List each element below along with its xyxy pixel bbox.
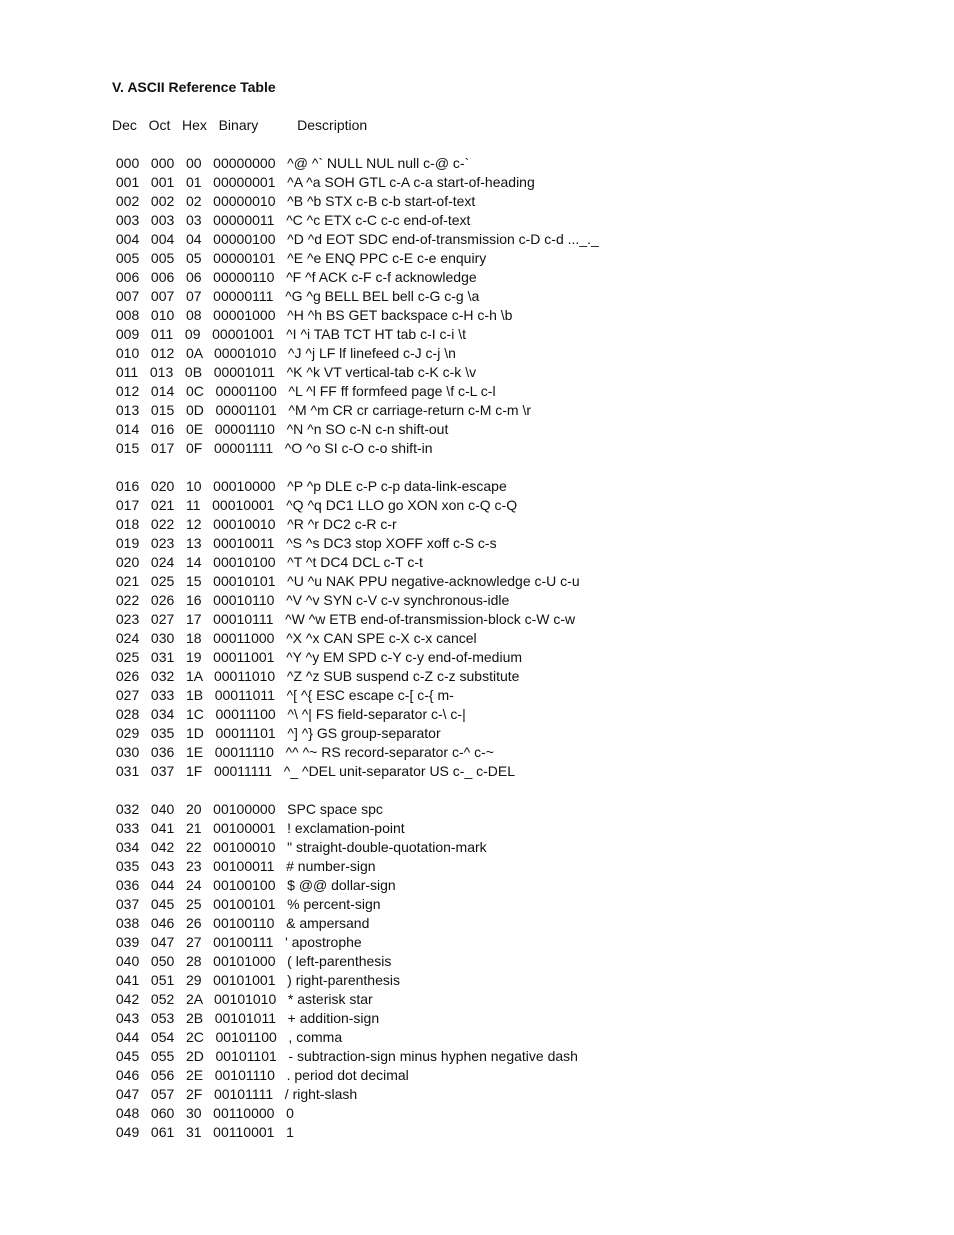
ascii-table: [112, 154, 932, 1142]
table-group: [112, 477, 932, 781]
table-row: 035 043 23 00100011 # number-sign: [112, 858, 376, 874]
table-row: 004 004 04 00000100 ^D ^d EOT SDC end-of-transmission c-D c-d ..._._: [112, 231, 599, 247]
table-row: 015 017 0F 00001111 ^O ^o SI c-O c-o shift-in: [112, 440, 433, 456]
table-row: 008 010 08 00001000 ^H ^h BS GET backspace c-H c-h \b: [112, 307, 513, 323]
table-row: 046 056 2E 00101110 . period dot decimal: [112, 1067, 409, 1083]
table-row: 011 013 0B 00001011 ^K ^k VT vertical-tab c-K c-k \v: [112, 364, 477, 380]
table-row: 024 030 18 00011000 ^X ^x CAN SPE c-X c-x cancel: [112, 630, 477, 646]
table-row: 014 016 0E 00001110 ^N ^n SO c-N c-n shift-out: [112, 421, 449, 437]
table-row: 029 035 1D 00011101 ^] ^} GS group-separator: [112, 725, 441, 741]
table-row: 001 001 01 00000001 ^A ^a SOH GTL c-A c-a start-of-heading: [112, 174, 535, 190]
table-row: 018 022 12 00010010 ^R ^r DC2 c-R c-r: [112, 516, 397, 532]
table-row: 012 014 0C 00001100 ^L ^l FF ff formfeed page \f c-L c-l: [112, 383, 496, 399]
table-row: 010 012 0A 00001010 ^J ^j LF lf linefeed c-J c-j \n: [112, 345, 456, 361]
table-row: 002 002 02 00000010 ^B ^b STX c-B c-b start-of-text: [112, 193, 476, 209]
section-title: V. ASCII Reference Table: [112, 79, 276, 95]
table-row: 023 027 17 00010111 ^W ^w ETB end-of-transmission-block c-W c-w: [112, 611, 576, 627]
table-row: 049 061 31 00110001 1: [112, 1124, 294, 1140]
table-row: 047 057 2F 00101111 / right-slash: [112, 1086, 358, 1102]
table-row: 039 047 27 00100111 ' apostrophe: [112, 934, 362, 950]
table-row: 048 060 30 00110000 0: [112, 1105, 294, 1121]
table-row: 016 020 10 00010000 ^P ^p DLE c-P c-p data-link-escape: [112, 478, 507, 494]
document-page: [112, 78, 932, 1142]
table-row: 041 051 29 00101001 ) right-parenthesis: [112, 972, 400, 988]
table-row: 036 044 24 00100100 $ @@ dollar-sign: [112, 877, 396, 893]
table-row: 040 050 28 00101000 ( left-parenthesis: [112, 953, 392, 969]
table-row: 025 031 19 00011001 ^Y ^y EM SPD c-Y c-y end-of-medium: [112, 649, 523, 665]
table-row: 022 026 16 00010110 ^V ^v SYN c-V c-v synchronous-idle: [112, 592, 510, 608]
table-row: 013 015 0D 00001101 ^M ^m CR cr carriage-return c-M c-m \r: [112, 402, 532, 418]
table-row: 043 053 2B 00101011 + addition-sign: [112, 1010, 380, 1026]
table-row: 042 052 2A 00101010 * asterisk star: [112, 991, 373, 1007]
table-row: 033 041 21 00100001 ! exclamation-point: [112, 820, 405, 836]
table-header: Dec Oct Hex Binary Description: [112, 117, 368, 133]
table-row: 017 021 11 00010001 ^Q ^q DC1 LLO go XON xon c-Q c-Q: [112, 497, 518, 513]
table-row: 009 011 09 00001001 ^I ^i TAB TCT HT tab c-I c-i \t: [112, 326, 466, 342]
table-row: 034 042 22 00100010 " straight-double-quotation-mark: [112, 839, 487, 855]
table-row: 038 046 26 00100110 & ampersand: [112, 915, 370, 931]
table-group: [112, 154, 932, 458]
table-row: 019 023 13 00010011 ^S ^s DC3 stop XOFF xoff c-S c-s: [112, 535, 497, 551]
table-row: 000 000 00 00000000 ^@ ^` NULL NUL null c-@ c-`: [112, 155, 470, 171]
table-row: 028 034 1C 00011100 ^\ ^| FS field-separator c-\ c-|: [112, 706, 466, 722]
table-row: 037 045 25 00100101 % percent-sign: [112, 896, 381, 912]
table-group: [112, 800, 932, 1142]
table-row: 005 005 05 00000101 ^E ^e ENQ PPC c-E c-e enquiry: [112, 250, 487, 266]
table-row: 021 025 15 00010101 ^U ^u NAK PPU negative-acknowledge c-U c-u: [112, 573, 580, 589]
table-row: 044 054 2C 00101100 , comma: [112, 1029, 343, 1045]
table-row: 030 036 1E 00011110 ^^ ^~ RS record-separator c-^ c-~: [112, 744, 494, 760]
table-row: 032 040 20 00100000 SPC space spc: [112, 801, 383, 817]
table-row: 006 006 06 00000110 ^F ^f ACK c-F c-f acknowledge: [112, 269, 477, 285]
table-row: 026 032 1A 00011010 ^Z ^z SUB suspend c-Z c-z substitute: [112, 668, 520, 684]
table-row: 045 055 2D 00101101 - subtraction-sign minus hyphen negative dash: [112, 1048, 578, 1064]
table-row: 003 003 03 00000011 ^C ^c ETX c-C c-c end-of-text: [112, 212, 471, 228]
table-row: 007 007 07 00000111 ^G ^g BELL BEL bell c-G c-g \a: [112, 288, 480, 304]
table-row: 031 037 1F 00011111 ^_ ^DEL unit-separator US c-_ c-DEL: [112, 763, 516, 779]
table-row: 027 033 1B 00011011 ^[ ^{ ESC escape c-[ c-{ m-: [112, 687, 454, 703]
table-row: 020 024 14 00010100 ^T ^t DC4 DCL c-T c-t: [112, 554, 423, 570]
